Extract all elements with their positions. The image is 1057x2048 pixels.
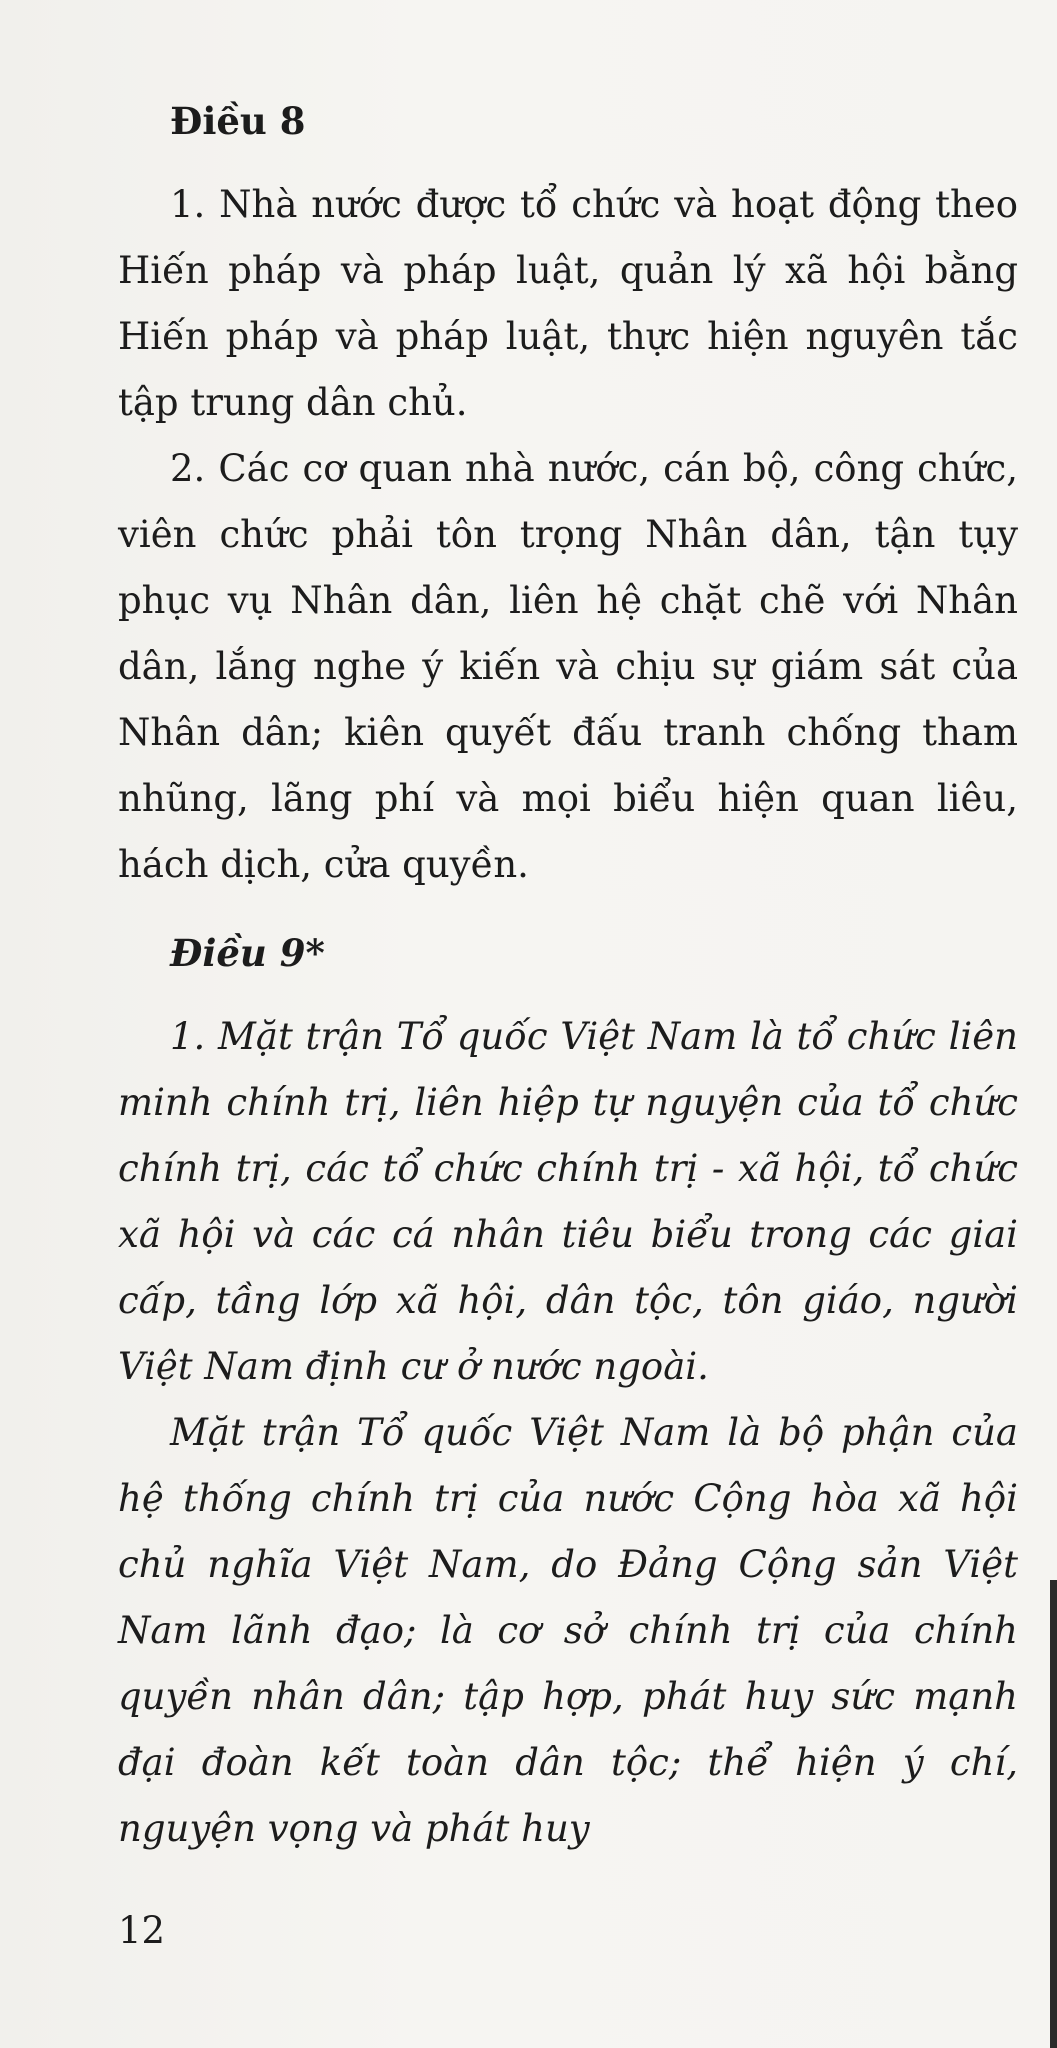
page-content: [118, 88, 1018, 1862]
article-9-clause-1: 1. Mặt trận Tổ quốc Việt Nam là tổ chức liên minh chính trị, liên hiệp tự nguyện của tổ chức chính trị, các tổ chức chính trị - xã hội, tổ chức xã hội và các cá nhân tiêu biểu trong các giai cấp, tầng lớp xã hội, dân tộc, tôn giáo, người Việt Nam định cư ở nước ngoài.: [118, 1015, 1018, 1388]
article-8-clause-1: 1. Nhà nước được tổ chức và hoạt động theo Hiến pháp và pháp luật, quản lý xã hội bằng Hiến pháp và pháp luật, thực hiện nguyên tắc tập trung dân chủ.: [118, 183, 1018, 424]
article-9-heading: Điều 9*: [170, 931, 325, 975]
page-number: 12: [118, 1909, 166, 1952]
page-edge-shadow: [1050, 1580, 1057, 2048]
article-8-clause-2: 2. Các cơ quan nhà nước, cán bộ, công chức, viên chức phải tôn trọng Nhân dân, tận tụy phục vụ Nhân dân, liên hệ chặt chẽ với Nhân dân, lắng nghe ý kiến và chịu sự giám sát của Nhân dân; kiên quyết đấu tranh chống tham nhũng, lãng phí và mọi biểu hiện quan liêu, hách dịch, cửa quyền.: [118, 447, 1018, 886]
article-9-paragraph-2: Mặt trận Tổ quốc Việt Nam là bộ phận của hệ thống chính trị của nước Cộng hòa xã hội chủ nghĩa Việt Nam, do Đảng Cộng sản Việt Nam lãnh đạo; là cơ sở chính trị của chính quyền nhân dân; tập hợp, phát huy sức mạnh đại đoàn kết toàn dân tộc; thể hiện ý chí, nguyện vọng và phát huy: [118, 1411, 1018, 1850]
article-8-heading: Điều 8: [170, 99, 306, 143]
